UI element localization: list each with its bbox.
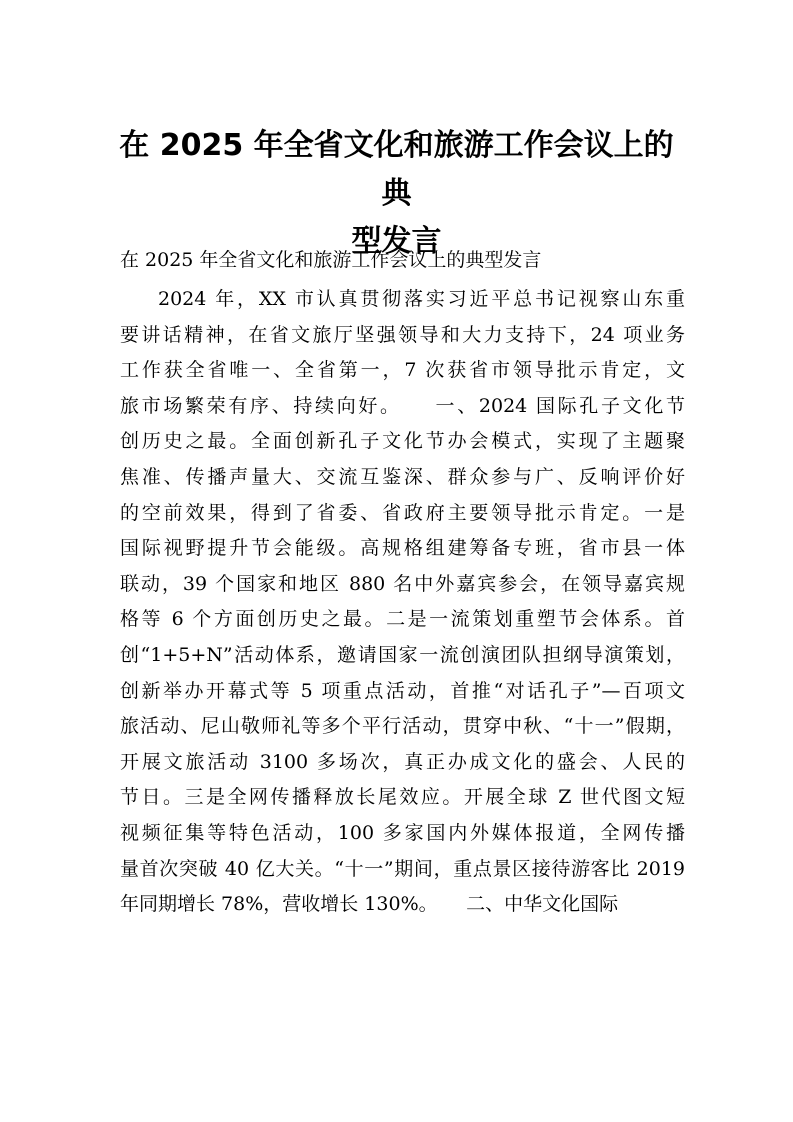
document-body: [120, 282, 685, 923]
body-line: 联动，39 个国家和地区 880 名中外嘉宾参会，在领导嘉宾规: [120, 572, 685, 595]
body-line: 格等 6 个方面创历史之最。二是一流策划重塑节会体系。首: [120, 608, 685, 631]
body-line: 旅活动、尼山敬师礼等多个平行活动，贯穿中秋、“十一”假期，: [120, 715, 685, 738]
body-line: 节日。三是全网传播释放长尾效应。开展全球 Z 世代图文短: [120, 786, 685, 809]
body-line: 视频征集等特色活动，100 多家国内外媒体报道，全网传播: [120, 821, 685, 844]
body-line: 工作获全省唯一、全省第一，7 次获省市领导批示肯定，文: [120, 359, 685, 382]
body-line: 要讲话精神，在省文旅厅坚强领导和大力支持下，24 项业务: [120, 323, 685, 346]
body-line: 创“1+5+N”活动体系，邀请国家一流创演团队担纲导演策划，: [120, 643, 685, 666]
title-line-2: 型发言: [351, 224, 442, 259]
body-line: 创历史之最。全面创新孔子文化节办会模式，实现了主题聚: [120, 430, 685, 453]
body-line: 焦准、传播声量大、交流互鉴深、群众参与广、反响评价好: [120, 465, 685, 488]
body-line: 创新举办开幕式等 5 项重点活动，首推“对话孔子”—百项文: [120, 679, 685, 702]
body-line: 量首次突破 40 亿大关。“十一”期间，重点景区接待游客比 2019: [120, 857, 685, 880]
body-line: 旅市场繁荣有序、持续向好。 一、2024 国际孔子文化节: [120, 394, 685, 417]
body-line: 的空前效果，得到了省委、省政府主要领导批示肯定。一是: [120, 501, 685, 524]
body-line: 国际视野提升节会能级。高规格组建筹备专班，省市县一体: [120, 537, 685, 560]
document-subtitle: 在 2025 年全省文化和旅游工作会议上的典型发言: [120, 249, 542, 271]
body-line: 开展文旅活动 3100 多场次，真正办成文化的盛会、人民的: [120, 750, 685, 773]
body-line: 2024 年，XX 市认真贯彻落实习近平总书记视察山东重: [158, 288, 685, 310]
title-line-1: 在 2025 年全省文化和旅游工作会议上的典: [119, 128, 674, 211]
body-line: 年同期增长 78%，营收增长 130%。 二、中华文化国际: [120, 893, 619, 916]
